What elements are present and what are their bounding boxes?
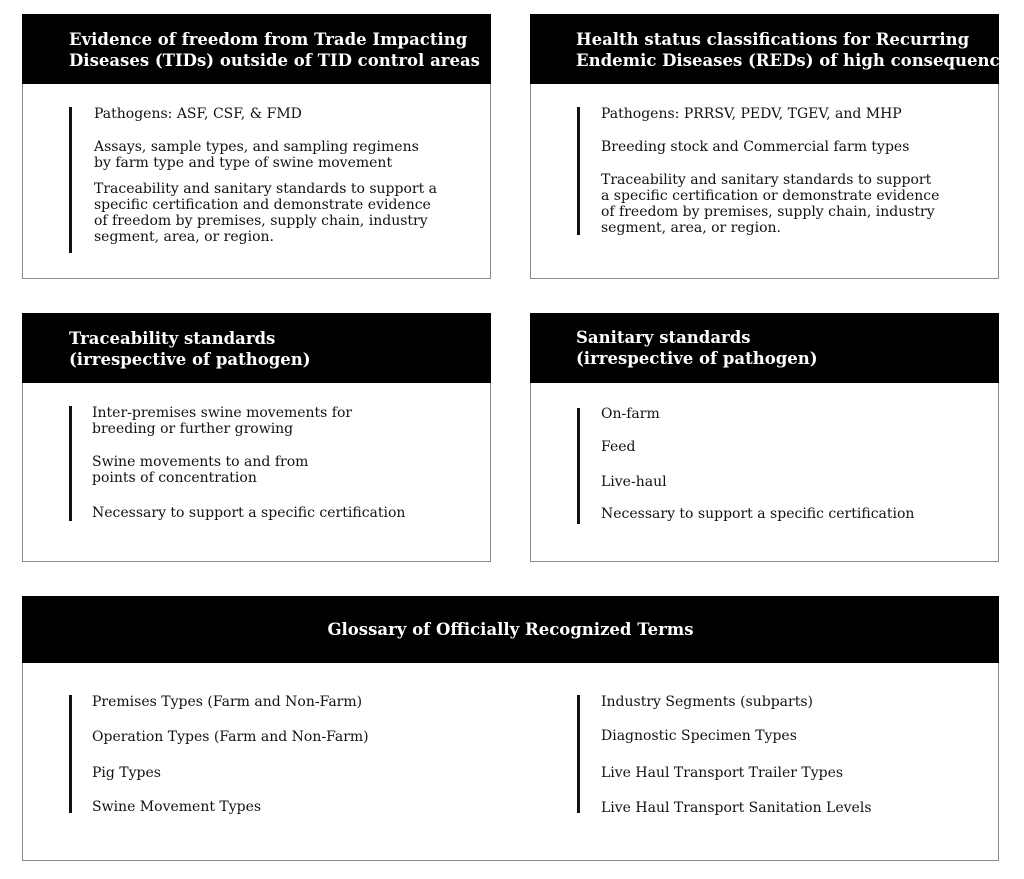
glossary-right-bar bbox=[577, 695, 580, 813]
list-item: Pig Types bbox=[92, 765, 161, 781]
traceability-title-line2: (irrespective of pathogen) bbox=[69, 350, 311, 369]
glossary-header bbox=[22, 596, 999, 663]
list-item: Live-haul bbox=[601, 474, 667, 490]
sanitary-title-line2: (irrespective of pathogen) bbox=[576, 349, 818, 368]
tid-freedom-title-line1: Evidence of freedom from Trade Impacting bbox=[69, 30, 468, 49]
list-item: Necessary to support a specific certification bbox=[601, 506, 915, 522]
list-item: Industry Segments (subparts) bbox=[601, 694, 813, 710]
glossary-box bbox=[22, 596, 999, 861]
red-classification-title-line1: Health status classifications for Recurring bbox=[576, 30, 970, 49]
glossary-left-bar bbox=[69, 695, 72, 813]
list-item: Inter-premises swine movements for breeding or further growing bbox=[92, 405, 353, 437]
sanitary-title-line1: Sanitary standards bbox=[576, 328, 751, 347]
list-item: Live Haul Transport Sanitation Levels bbox=[601, 800, 872, 816]
sanitary-box bbox=[530, 313, 999, 562]
traceability-header bbox=[22, 313, 491, 383]
list-item: Diagnostic Specimen Types bbox=[601, 728, 797, 744]
list-item: Breeding stock and Commercial farm types bbox=[601, 139, 910, 155]
red-classification-bar bbox=[577, 107, 580, 235]
tid-freedom-bar bbox=[69, 107, 72, 253]
list-item: Live Haul Transport Trailer Types bbox=[601, 765, 844, 781]
list-item: Assays, sample types, and sampling regimens by farm type and type of swine movement bbox=[94, 139, 419, 171]
list-item: Traceability and sanitary standards to support a specific certification and demonstrate evidence of freedom by premises, supply chain, industry segment, area, or region. bbox=[94, 181, 437, 245]
list-item: Pathogens: PRRSV, PEDV, TGEV, and MHP bbox=[601, 106, 902, 122]
red-classification-header bbox=[530, 14, 1011, 84]
sanitary-bar bbox=[577, 408, 580, 524]
tid-freedom-header bbox=[22, 14, 491, 84]
red-classification-title-line2: Endemic Diseases (REDs) of high consequence bbox=[576, 51, 1011, 70]
list-item: Swine movements to and from points of concentration bbox=[92, 454, 309, 486]
list-item: Necessary to support a specific certification bbox=[92, 505, 406, 521]
glossary-title: Glossary of Officially Recognized Terms bbox=[327, 620, 694, 639]
list-item: Premises Types (Farm and Non-Farm) bbox=[92, 694, 363, 710]
list-item: Operation Types (Farm and Non-Farm) bbox=[92, 729, 369, 745]
red-classification-box bbox=[530, 14, 1011, 279]
traceability-bar bbox=[69, 406, 72, 521]
list-item: Feed bbox=[601, 439, 636, 455]
traceability-box bbox=[22, 313, 491, 562]
list-item: Swine Movement Types bbox=[92, 799, 262, 815]
traceability-title-line1: Traceability standards bbox=[69, 329, 276, 348]
sanitary-header bbox=[530, 313, 999, 383]
list-item: Traceability and sanitary standards to support a specific certification or demonstrate evidence of freedom by premises, supply chain, industry segment, area, or region. bbox=[601, 172, 940, 236]
tid-freedom-box bbox=[22, 14, 491, 279]
list-item: On-farm bbox=[601, 406, 660, 422]
list-item: Pathogens: ASF, CSF, & FMD bbox=[94, 106, 302, 122]
tid-freedom-title-line2: Diseases (TIDs) outside of TID control areas bbox=[69, 51, 480, 70]
